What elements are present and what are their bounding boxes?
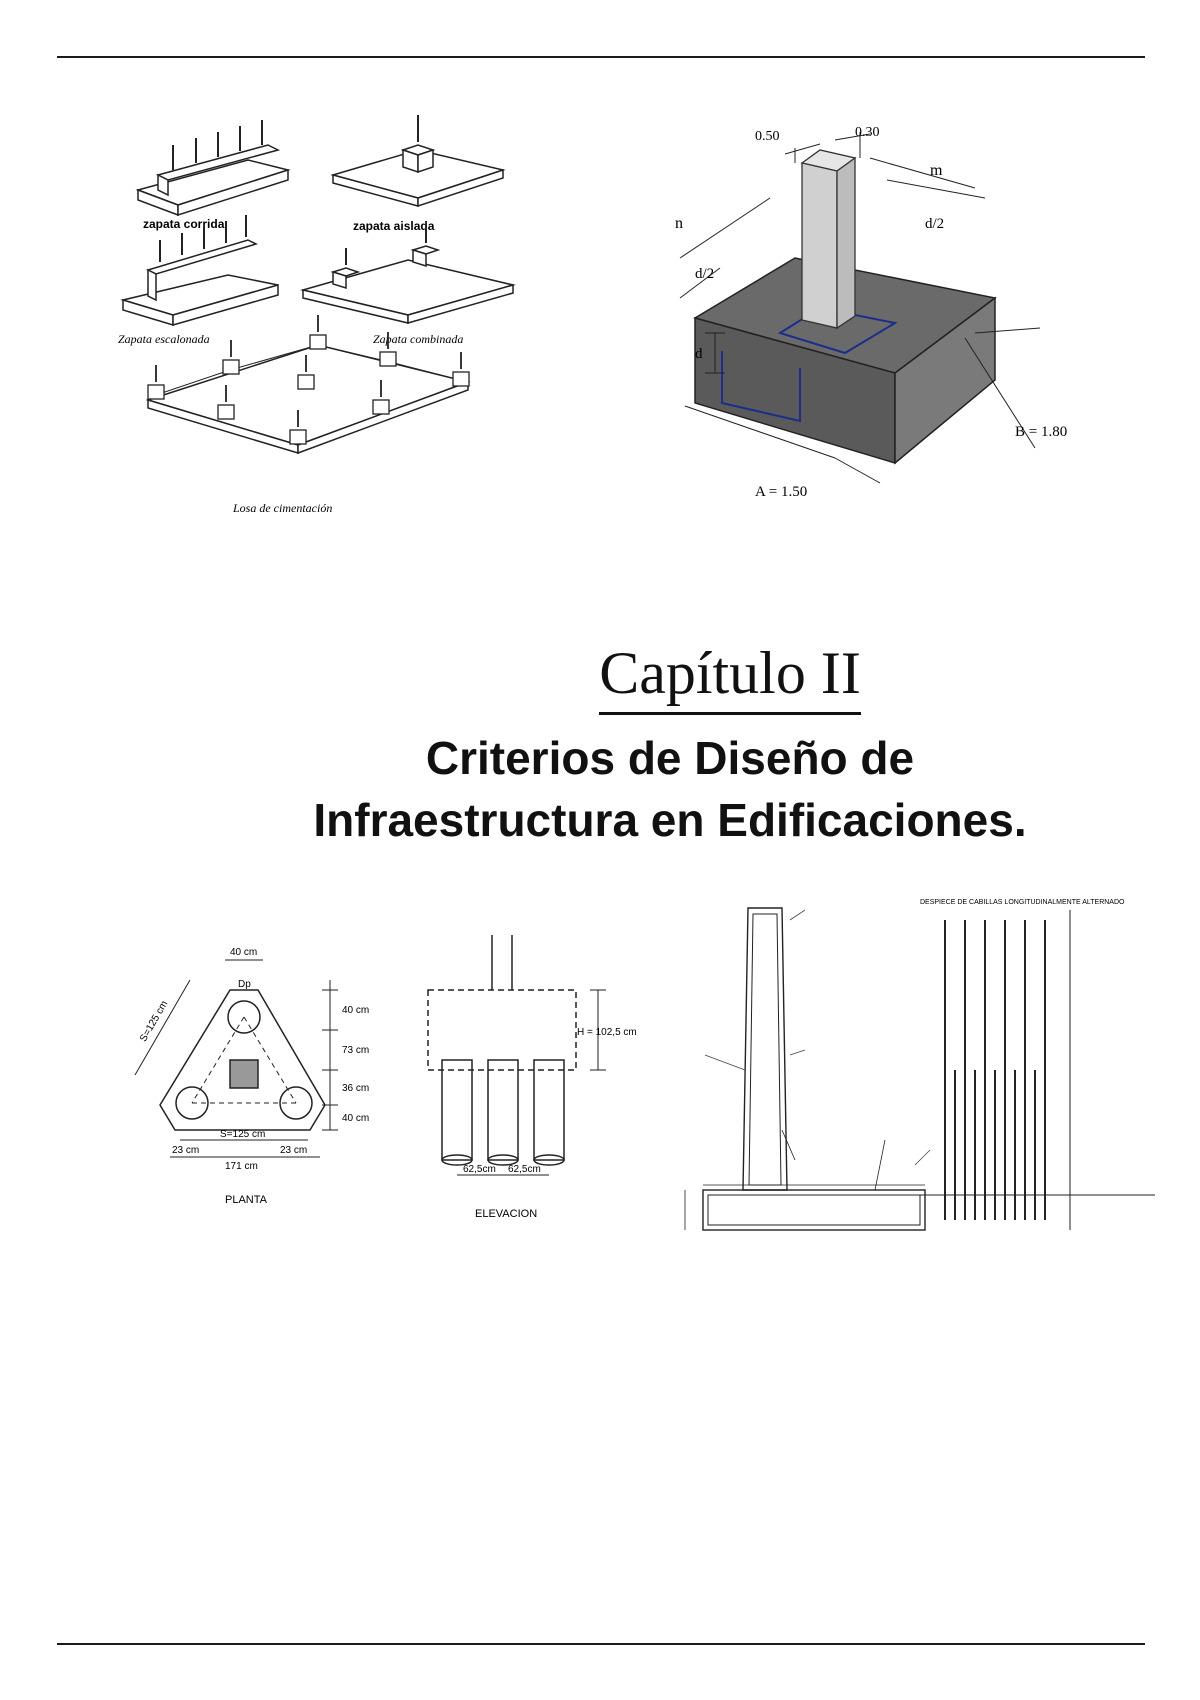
bar-schedule-header: DESPIECE DE CABILLAS LONGITUDINALMENTE ALTERNADO — [920, 899, 1125, 906]
retaining-wall-figure — [675, 890, 1165, 1260]
plan-label: PLANTA — [225, 1194, 267, 1206]
combined-footing-drawing — [303, 225, 513, 323]
dim-d: d — [695, 346, 703, 362]
plan-dim-0: 40 cm — [230, 947, 258, 958]
retaining-wall-section — [685, 908, 930, 1230]
plan-dim-4: 73 cm — [342, 1045, 370, 1056]
plan-dim-5: 36 cm — [342, 1083, 370, 1094]
plan-dim-s: S=125 cm — [220, 1129, 266, 1140]
dim-0-50: 0.50 — [755, 129, 780, 144]
plan-dim-23-right: 23 cm — [280, 1145, 308, 1156]
dim-d2-right: d/2 — [925, 216, 945, 232]
stepped-footing-drawing — [123, 215, 278, 325]
chapter-title — [180, 727, 1160, 851]
plan-dim-23-left: 23 cm — [172, 1145, 200, 1156]
label-zapata-combinada: Zapata combinada — [373, 332, 464, 346]
footing-3d-figure — [675, 118, 1085, 530]
dim-m: m — [930, 162, 943, 179]
label-losa-cimentacion: Losa de cimentación — [233, 501, 333, 515]
plan-dim-171: 171 cm — [225, 1161, 258, 1172]
dim-0-30: 0.30 — [855, 125, 880, 140]
elev-dim-0: 62,5cm — [463, 1164, 496, 1175]
foundation-types-figure — [118, 110, 568, 520]
dim-d2-left: d/2 — [695, 266, 715, 282]
elev-dim-1: 62,5cm — [508, 1164, 541, 1175]
strip-footing-drawing — [138, 120, 288, 215]
label-zapata-escalonada: Zapata escalonada — [118, 332, 210, 346]
elev-label: ELEVACION — [475, 1208, 538, 1220]
dim-n: n — [675, 215, 683, 232]
dim-b: B = 1.80 — [1015, 424, 1068, 440]
elev-dim-h: H = 102,5 cm — [577, 1027, 637, 1038]
top-rule — [57, 56, 1145, 58]
pile-cap-plan — [135, 960, 338, 1157]
chapter-heading — [180, 640, 1160, 851]
pile-cap-figure — [130, 935, 670, 1235]
chapter-title-line-1: Criterios de Diseño de — [425, 732, 915, 784]
label-zapata-aislada: zapata aislada — [353, 219, 435, 233]
bottom-rule — [57, 1643, 1145, 1645]
column — [802, 150, 855, 328]
pile-cap-elevation — [428, 935, 606, 1175]
bar-schedule — [905, 910, 1155, 1230]
chapter-title-line-2: Infraestructura en Edificaciones. — [313, 794, 1027, 846]
isolated-footing-drawing — [333, 115, 503, 206]
label-zapata-corrida: zapata corrida — [143, 217, 225, 231]
chapter-label: Capítulo II — [599, 640, 861, 715]
plan-dim-3: 40 cm — [342, 1005, 370, 1016]
dim-a: A = 1.50 — [755, 484, 808, 500]
plan-dim-s-diag: S=125 cm — [138, 999, 171, 1044]
plan-dim-dp: Dp — [238, 979, 251, 990]
plan-dim-6: 40 cm — [342, 1113, 370, 1124]
